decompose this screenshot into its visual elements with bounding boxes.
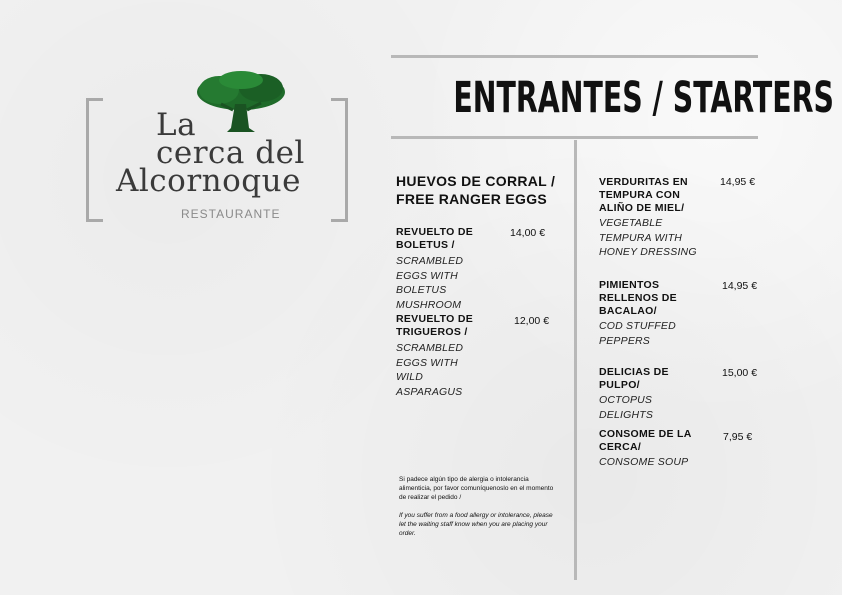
menu-item-price: 15,00 € <box>722 367 758 379</box>
menu-item <box>599 428 704 470</box>
menu-item-description: OCTOPUS DELIGHTS <box>599 394 654 421</box>
logo-left-bracket <box>86 98 103 222</box>
menu-item-price: 14,95 € <box>722 280 758 292</box>
menu-item <box>599 176 711 260</box>
menu-item-price: 14,95 € <box>720 176 756 188</box>
allergen-notice-es: Si padece algún tipo de alergia o intolerancia alimenticia, por favor comuníquenoslo en el momento de realizar el pedido / <box>399 476 554 501</box>
menu-item <box>599 279 699 348</box>
menu-item <box>599 366 709 422</box>
menu-item-price: 7,95 € <box>723 431 753 443</box>
logo-text-line1: La <box>156 107 197 143</box>
page-title: ENTRANTES / STARTERS <box>453 73 834 123</box>
menu-item-name: PIMIENTOS RELLENOS DE BACALAO/ <box>599 279 677 317</box>
cork-oak-tree-icon <box>191 70 291 134</box>
menu-item-name: REVUELTO DE TRIGUEROS / <box>396 313 474 338</box>
menu-item-name: VERDURITAS EN TEMPURA CON ALIÑO DE MIEL/ <box>599 176 688 214</box>
menu-item-price: 12,00 € <box>514 315 550 327</box>
column-divider <box>574 140 577 580</box>
menu-item-description: CONSOME SOUP <box>599 456 689 468</box>
menu-item-name: REVUELTO DE BOLETUS / <box>396 226 474 251</box>
title-bottom-rule <box>391 136 758 139</box>
menu-item-description: VEGETABLE TEMPURA WITH HONEY DRESSING <box>599 217 697 258</box>
logo-text-line2: cerca del <box>156 135 305 171</box>
restaurant-logo <box>86 70 348 230</box>
logo-right-bracket <box>331 98 348 222</box>
menu-item-price: 14,00 € <box>510 227 546 239</box>
menu-item-description: SCRAMBLED EGGS WITH BOLETUS MUSHROOM <box>396 255 464 311</box>
allergen-notice <box>399 475 559 547</box>
menu-item <box>396 313 486 399</box>
menu-item-name: CONSOME DE LA CERCA/ <box>599 428 692 453</box>
allergen-notice-en: If you suffer from a food allergy or intolerance, please let the waiting staff know when you are placing your order. <box>399 512 553 537</box>
menu-item-description: COD STUFFED PEPPERS <box>599 320 676 347</box>
logo-subtitle: RESTAURANTE <box>181 207 281 221</box>
title-top-rule <box>391 55 758 58</box>
menu-item-name: DELICIAS DE PULPO/ <box>599 366 669 391</box>
logo-text-line3: Alcornoque <box>116 163 301 199</box>
menu-item <box>396 226 496 312</box>
menu-item-description: SCRAMBLED EGGS WITH WILD ASPARAGUS <box>396 342 464 398</box>
section-title-eggs: HUEVOS DE CORRAL / FREE RANGER EGGS <box>396 173 556 207</box>
